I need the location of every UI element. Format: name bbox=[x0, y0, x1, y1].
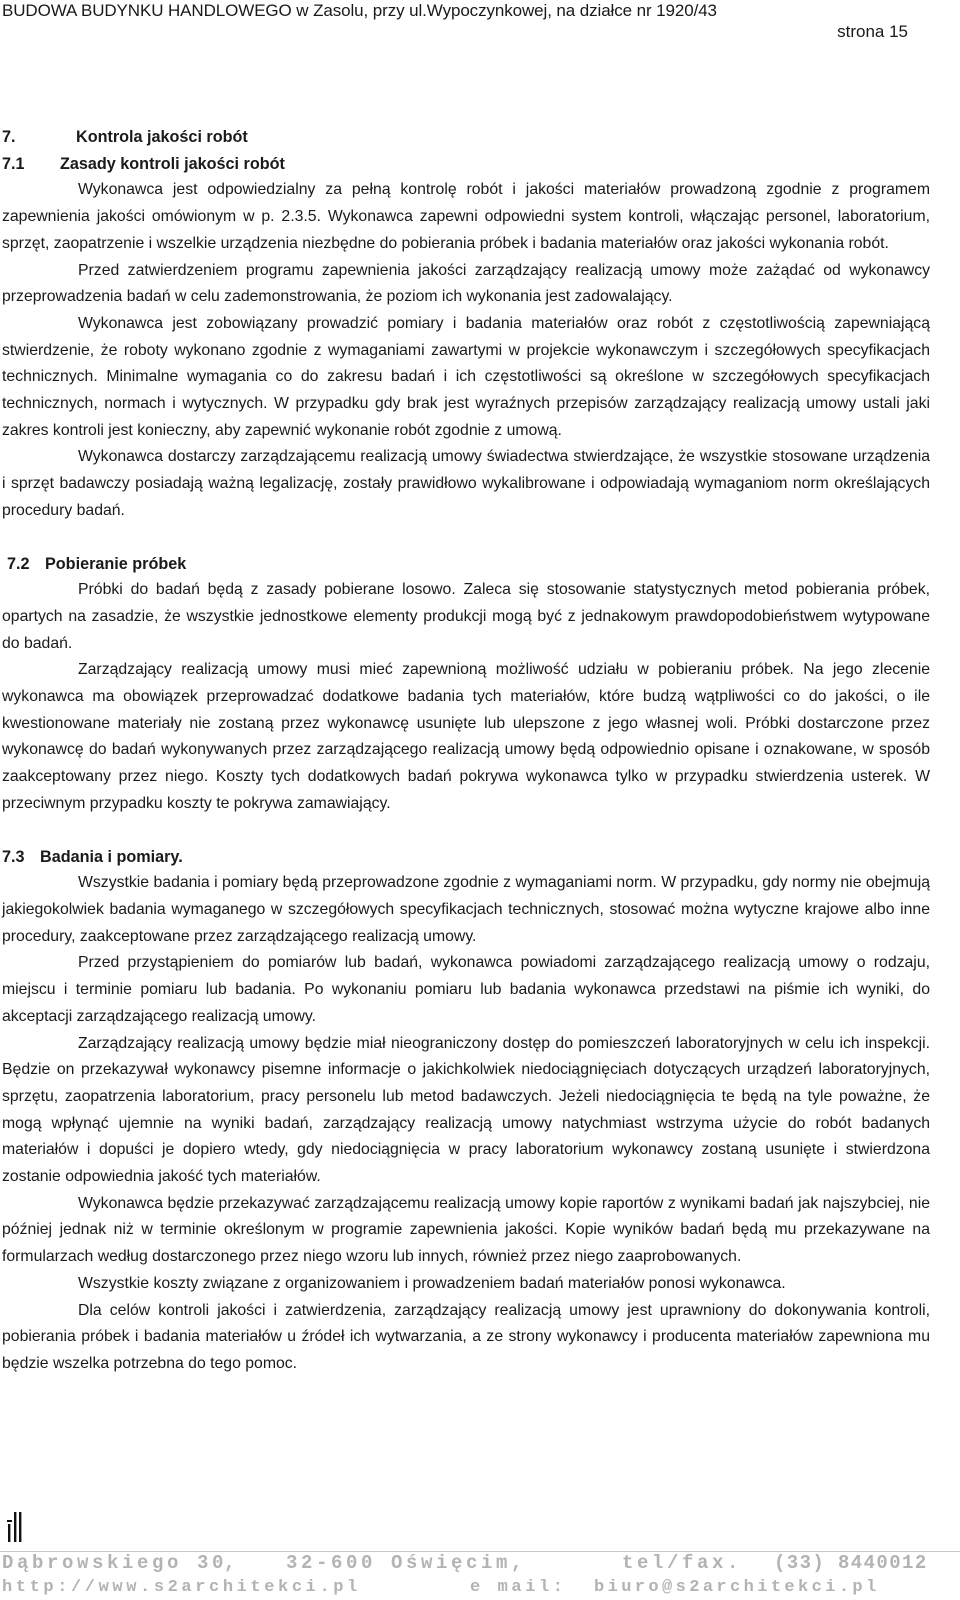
section-7-heading bbox=[2, 124, 930, 151]
section-7-2-heading bbox=[2, 551, 930, 578]
footer-email-label: e mail: bbox=[470, 1578, 567, 1597]
footer-phone-label: tel/fax. bbox=[622, 1552, 743, 1574]
paragraph: Dla celów kontroli jakości i zatwierdzenia, zarządzający realizacją umowy jest uprawniony do dokonywania kontroli, pobierania próbek i badania materiałów u źródeł ich wytwarzania, a ze strony wykonawcy i producenta materiałów zapewniona mu będzie wszelka potrzebna do tego pomoc. bbox=[2, 1301, 930, 1372]
section-number: 7.3 bbox=[2, 847, 25, 866]
paragraph: Przed zatwierdzeniem programu zapewnienia jakości zarządzający realizacją umowy może zażądać od wykonawcy przeprowadzenia badań w celu zademonstrowania, że poziom ich wykonania jest zadowalający. bbox=[2, 261, 930, 306]
paragraph: Wykonawca dostarczy zarządzającemu realizacją umowy świadectwa stwierdzające, że wszystkie stosowane urządzenia i sprzęt badawczy posiadają ważną legalizację, zostały prawidłowo wykalibrowane i odpowiadają wymaganiom norm określających procedury badań. bbox=[2, 448, 930, 519]
section-7-1-heading bbox=[2, 151, 930, 178]
paragraph: Wykonawca będzie przekazywać zarządzającemu realizacją umowy kopie raportów z wynikami badań jak najszybciej, nie później jednak niż w terminie określonym w programie zapewnienia jakości. Kopie wyników badań będą mu przekazywane na formularzach według dostarczonego przez niego wzoru lub innych, również przez niego zaaprobowanych. bbox=[2, 1194, 930, 1266]
paragraph: Wszystkie badania i pomiary będą przeprowadzone zgodnie z wymaganiami norm. W przypadku, gdy normy nie obejmują jakiegokolwiek badania wymaganego w szczegółowych specyfikacjach technicznych, stosować można wytyczne krajowe albo inne procedury, zaakceptowane przez zarządzającego realizacją umowy. bbox=[2, 874, 930, 945]
section-title: Kontrola jakości robót bbox=[76, 128, 248, 146]
footer-email-link[interactable]: biuro@s2architekci.pl bbox=[594, 1578, 880, 1597]
footer-phone-number: (33) 8440012 bbox=[774, 1552, 928, 1574]
paragraph: Zarządzający realizacją umowy musi mieć zapewnioną możliwość udziału w pobieraniu próbek. Na jego zlecenie wykonawca ma obowiązek przeprowadzać dodatkowe badania tych materiałów, które budzą wątpliwości co do jakości, o ile kwestionowane materiały nie zostaną przez wykonawcę usunięte lub ulepszone z jego własnej woli. Próbki dostarczone przez wykonawcę do badań wykonywanych przez zarządzającego realizacją umowy będą odpowiednio opisane i oznakowane, w sposób zaakceptowany przez niego. Koszty tych dodatkowych badań pokrywa wykonawca tylko w przypadku stwierdzenia usterek. W przeciwnym przypadku koszty te pokrywa zamawiający. bbox=[2, 661, 930, 812]
paragraph: Wykonawca jest zobowiązany prowadzić pomiary i badania materiałów oraz robót z częstotliwością zapewniającą stwierdzenie, że roboty wykonano zgodnie z wymaganiami zawartymi w projekcie wykonawczym i szczegółowych specyfikacjach technicznych. Minimalne wymagania co do zakresu badań i ich częstotliwości są określone w szczegółowych specyfikacjach technicznych, normach i wytycznych. W przypadku gdy brak jest wyraźnych przepisów zarządzający realizacją umowy ustali jaki zakres kontroli jest konieczny, aby zapewnić wykonanie robót zgodnie z umową. bbox=[2, 314, 930, 439]
paragraph: Wszystkie koszty związane z organizowaniem i prowadzeniem badań materiałów ponosi wykonawca. bbox=[78, 1274, 786, 1292]
footer-address: Dąbrowskiego 30 bbox=[2, 1552, 228, 1574]
footer-website-link[interactable]: http://www.s2architekci.pl bbox=[2, 1578, 361, 1597]
footer-separator: , bbox=[224, 1552, 240, 1574]
company-logo-icon bbox=[6, 1510, 28, 1544]
section-number: 7.1 bbox=[2, 154, 25, 173]
section-title: Zasady kontroli jakości robót bbox=[60, 154, 285, 173]
paragraph: Zarządzający realizacją umowy będzie miał nieograniczony dostęp do pomieszczeń laboratoryjnych w celu ich inspekcji. Będzie on przekazywał wykonawcy pisemne informacje o jakichkolwiek niedociągnięciach dotyczących urządzeń laboratoryjnych, sprzętu, zaopatrzenia laboratorium, pracy personelu lub metod badawczych. Jeżeli niedociągnięcia te będą na tyle poważne, że mogą wpłynąć ujemnie na wyniki badań, zarządzający realizacją umowy natychmiast wstrzyma użycie do robót badanych materiałów i dopuści je dopiero wtedy, gdy niedociągnięcia w pracy laboratorium wykonawcy zostaną usunięte i stwierdzona zostanie odpowiednia jakość tych materiałów. bbox=[2, 1034, 930, 1186]
page-number: strona 15 bbox=[837, 22, 908, 41]
section-number: 7.2 bbox=[7, 554, 30, 573]
paragraph: Przed przystąpieniem do pomiarów lub badań, wykonawca powiadomi zarządzającego realizacją umowy o rodzaju, miejscu i terminie pomiaru lub badania. Po wykonaniu pomiaru lub badania wykonawca przedstawi na piśmie ich wyniki, do akceptacji zarządzającego realizacją umowy. bbox=[2, 954, 930, 1025]
section-title: Badania i pomiary. bbox=[40, 847, 183, 866]
section-7-3-heading bbox=[2, 844, 930, 871]
document-body bbox=[2, 124, 930, 1378]
section-title: Pobieranie próbek bbox=[45, 554, 187, 573]
footer-city: 32-600 Oświęcim, bbox=[286, 1552, 527, 1574]
header-title: BUDOWA BUDYNKU HANDLOWEGO w Zasolu, przy ul.Wypoczynkowej, na działce nr 1920/43 bbox=[2, 1, 717, 20]
section-number: 7. bbox=[2, 128, 16, 146]
paragraph: Próbki do badań będą z zasady pobierane losowo. Zaleca się stosowanie statystycznych metod pobierania próbek, opartych na zasadzie, że wszystkie jednostkowe elementy produkcji mogą być z jednakowym prawdopodobieństwem wytypowane do badań. bbox=[2, 581, 930, 652]
paragraph: Wykonawca jest odpowiedzialny za pełną kontrolę robót i jakości materiałów prowadzoną zgodnie z programem zapewnienia jakości omówionym w p. 2.3.5. Wykonawca zapewni odpowiedni system kontroli, włączając personel, laboratorium, sprzęt, zaopatrzenie i wszelkie urządzenia niezbędne do pobierania próbek i badania materiałów oraz jakości wykonania robót. bbox=[2, 181, 930, 252]
